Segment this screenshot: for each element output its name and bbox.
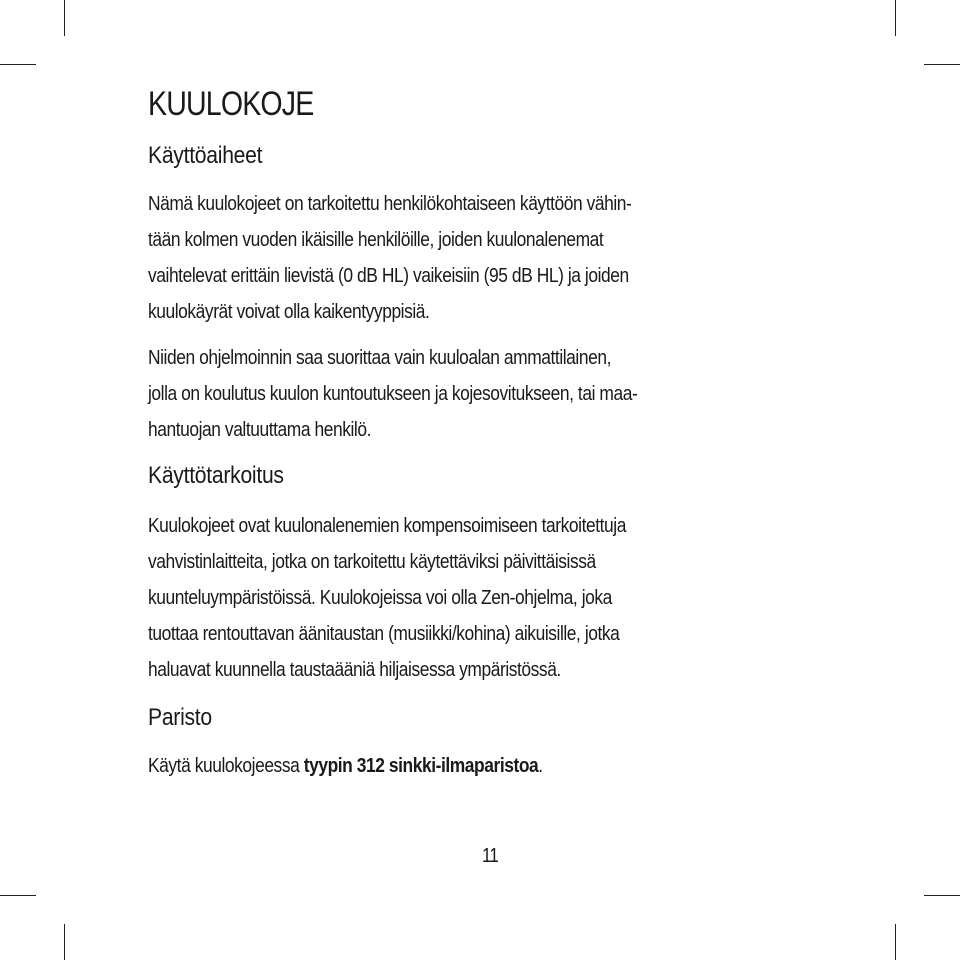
text-line [148,748,748,784]
indications-paragraph-2 [148,340,838,448]
text-line: Niiden ohjelmoinnin saa suorittaa vain kuuloalan ammattilainen, [148,347,611,369]
page-content [148,82,838,784]
text-line: kuunteluympäristöissä. Kuulokojeissa voi olla Zen-ohjelma, joka [148,587,612,609]
text-line: hantuojan valtuuttama henkilö. [148,419,371,441]
text-line: kuulokäyrät voivat olla kaikentyyppisiä. [148,301,430,323]
text-line: Kuulokojeet ovat kuulonalenemien kompensoimiseen tarkoitettuja [148,515,626,537]
crop-mark-top-right [895,0,896,36]
text-line: haluavat kuunnella taustaääniä hiljaisessa ympäristössä. [148,659,561,681]
battery-paragraph [148,748,838,784]
crop-mark-top-left-h [0,64,36,65]
battery-text-prefix: Käytä kuulokojeessa [148,755,304,777]
crop-mark-top-left [64,0,65,36]
text-line: tään kolmen vuoden ikäisille henkilöille, joiden kuulonalenemat [148,229,604,251]
indications-paragraph-1 [148,186,838,330]
crop-mark-bottom-right-h [924,895,960,896]
section-heading-battery: Paristo [148,704,212,731]
battery-text-suffix: . [538,755,543,777]
section-heading-indications: Käyttöaiheet [148,142,263,169]
text-line: vaihtelevat erittäin lievistä (0 dB HL) vaikeisiin (95 dB HL) ja joiden [148,265,629,287]
text-line: vahvistinlaitteita, jotka on tarkoitettu käytettäviksi päivittäisissä [148,551,596,573]
text-line: tuottaa rentouttavan äänitaustan (musiikki/kohina) aikuisille, jotka [148,623,620,645]
battery-type-bold: tyypin 312 sinkki-ilmaparistoa [303,755,539,777]
text-line: Nämä kuulokojeet on tarkoitettu henkilökohtaiseen käyttöön vähin- [148,193,632,215]
crop-mark-top-right-h [924,64,960,65]
section-heading-intended-use: Käyttötarkoitus [148,462,284,489]
page-title: KUULOKOJE [148,85,314,123]
page-number: 11 [482,845,498,867]
crop-mark-bottom-left [64,924,65,960]
intended-use-paragraph [148,508,838,688]
crop-mark-bottom-right [895,924,896,960]
crop-mark-bottom-left-h [0,895,36,896]
text-line: jolla on koulutus kuulon kuntoutukseen ja kojesovitukseen, tai maa- [148,383,638,405]
